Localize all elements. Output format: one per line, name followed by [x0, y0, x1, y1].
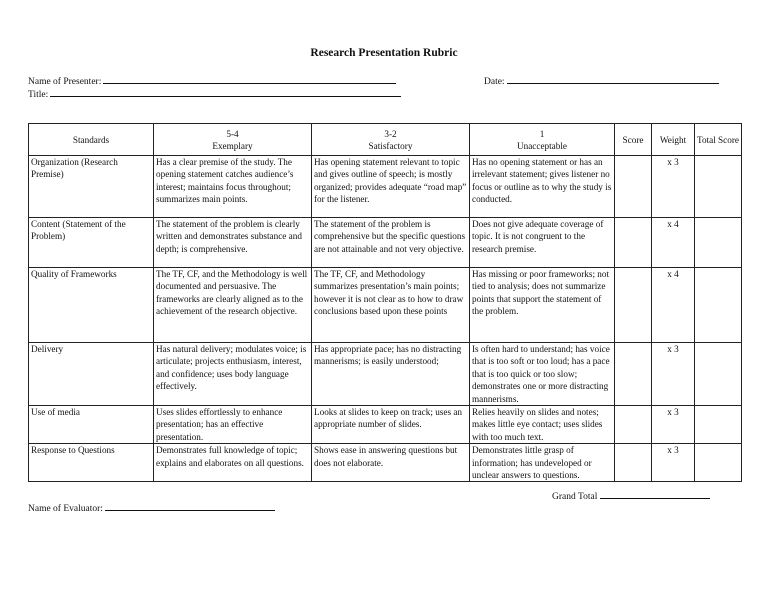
table-row [29, 268, 742, 343]
unacceptable-range: 1 [539, 128, 545, 139]
document-title: Research Presentation Rubric [310, 47, 458, 59]
col-standards: Standards [29, 124, 154, 156]
standard-cell: Response to Questions [29, 444, 154, 482]
total-score-cell[interactable] [695, 218, 742, 268]
title-label: Title: [28, 90, 49, 100]
total-score-cell[interactable] [695, 406, 742, 444]
table-row [29, 444, 742, 482]
standard-cell: Content (Statement of the Problem) [29, 218, 154, 268]
unacceptable-cell: Is often hard to understand; has voice that is too soft or too loud; has a pace that is too quick or too slow; demonstrates one or more distracting mannerisms. [470, 343, 615, 406]
unacceptable-cell: Has no opening statement or has an irrelevant statement; gives listener no focus or outline as to why the study is conducted. [470, 156, 615, 218]
col-satisfactory [312, 124, 470, 156]
satisfactory-cell: Shows ease in answering questions but does not elaborate. [312, 444, 470, 482]
table-row [29, 343, 742, 406]
col-unacceptable [470, 124, 615, 156]
col-score: Score [615, 124, 652, 156]
unacceptable-cell: Demonstrates little grasp of information; has undeveloped or unclear answers to questions. [470, 444, 615, 482]
col-total-score: Total Score [695, 124, 742, 156]
standard-cell: Organization (Research Premise) [29, 156, 154, 218]
total-score-cell[interactable] [695, 444, 742, 482]
satisfactory-label: Satisfactory [368, 140, 413, 151]
score-cell[interactable] [615, 343, 652, 406]
date-field[interactable] [507, 74, 719, 84]
total-score-cell[interactable] [695, 156, 742, 218]
total-score-cell[interactable] [695, 268, 742, 343]
total-score-cell[interactable] [695, 343, 742, 406]
exemplary-cell: The statement of the problem is clearly written and demonstrates substance and depth; is comprehensive. [154, 218, 312, 268]
exemplary-cell: Has a clear premise of the study. The opening statement catches audience’s interest; maintains focus throughout; summarizes main points. [154, 156, 312, 218]
unacceptable-cell: Relies heavily on slides and notes; makes little eye contact; uses slides with too much text. [470, 406, 615, 444]
satisfactory-cell: Has appropriate pace; has no distracting mannerisms; is easily understood; [312, 343, 470, 406]
score-cell[interactable] [615, 156, 652, 218]
exemplary-label: Exemplary [212, 140, 253, 151]
title-field[interactable] [50, 87, 401, 97]
col-exemplary [154, 124, 312, 156]
unacceptable-cell: Does not give adequate coverage of topic. It is not congruent to the research premise. [470, 218, 615, 268]
weight-cell: x 4 [652, 268, 695, 343]
grand-total-label: Grand Total [552, 492, 598, 502]
unacceptable-cell: Has missing or poor frameworks; not tied to analysis; does not summarize points that support the statement of the problem. [470, 268, 615, 343]
satisfactory-cell: Looks at slides to keep on track; uses an appropriate number of slides. [312, 406, 470, 444]
satisfactory-range: 3-2 [384, 128, 397, 139]
weight-cell: x 3 [652, 444, 695, 482]
evaluator-line [28, 501, 275, 514]
satisfactory-cell: The statement of the problem is comprehensive but the specific questions are not attainable and not very objective. [312, 218, 470, 268]
standard-cell: Delivery [29, 343, 154, 406]
satisfactory-cell: The TF, CF, and Methodology summarizes presentation’s main points; however it is not clear as to how to draw conclusions based upon these points [312, 268, 470, 343]
table-row [29, 156, 742, 218]
weight-cell: x 4 [652, 218, 695, 268]
score-cell[interactable] [615, 444, 652, 482]
presenter-line [28, 74, 396, 87]
standard-cell: Use of media [29, 406, 154, 444]
unacceptable-label: Unacceptable [517, 140, 567, 151]
table-row [29, 406, 742, 444]
grand-total-line [552, 489, 710, 502]
score-cell[interactable] [615, 218, 652, 268]
col-weight: Weight [652, 124, 695, 156]
standard-cell: Quality of Frameworks [29, 268, 154, 343]
presenter-label: Name of Presenter: [28, 77, 102, 87]
grand-total-field[interactable] [600, 489, 710, 499]
rubric-table [28, 123, 742, 482]
score-cell[interactable] [615, 406, 652, 444]
date-line [484, 74, 719, 87]
table-header-row [29, 124, 742, 156]
satisfactory-cell: Has opening statement relevant to topic and gives outline of speech; is mostly organized; provides adequate “road map” for the listener. [312, 156, 470, 218]
score-cell[interactable] [615, 268, 652, 343]
weight-cell: x 3 [652, 343, 695, 406]
weight-cell: x 3 [652, 156, 695, 218]
exemplary-cell: The TF, CF, and the Methodology is well documented and persuasive. The frameworks are clearly aligned as to the achievement of the research objective. [154, 268, 312, 343]
evaluator-label: Name of Evaluator: [28, 504, 103, 514]
exemplary-cell: Uses slides effortlessly to enhance presentation; has an effective presentation. [154, 406, 312, 444]
presenter-field[interactable] [103, 74, 396, 84]
weight-cell: x 3 [652, 406, 695, 444]
exemplary-cell: Demonstrates full knowledge of topic; explains and elaborates on all questions. [154, 444, 312, 482]
exemplary-range: 5-4 [226, 128, 239, 139]
date-label: Date: [484, 77, 505, 87]
exemplary-cell: Has natural delivery; modulates voice; is articulate; projects enthusiasm, interest, and confidence; uses body language effectively. [154, 343, 312, 406]
table-row [29, 218, 742, 268]
evaluator-field[interactable] [105, 501, 275, 511]
title-line [28, 87, 401, 100]
